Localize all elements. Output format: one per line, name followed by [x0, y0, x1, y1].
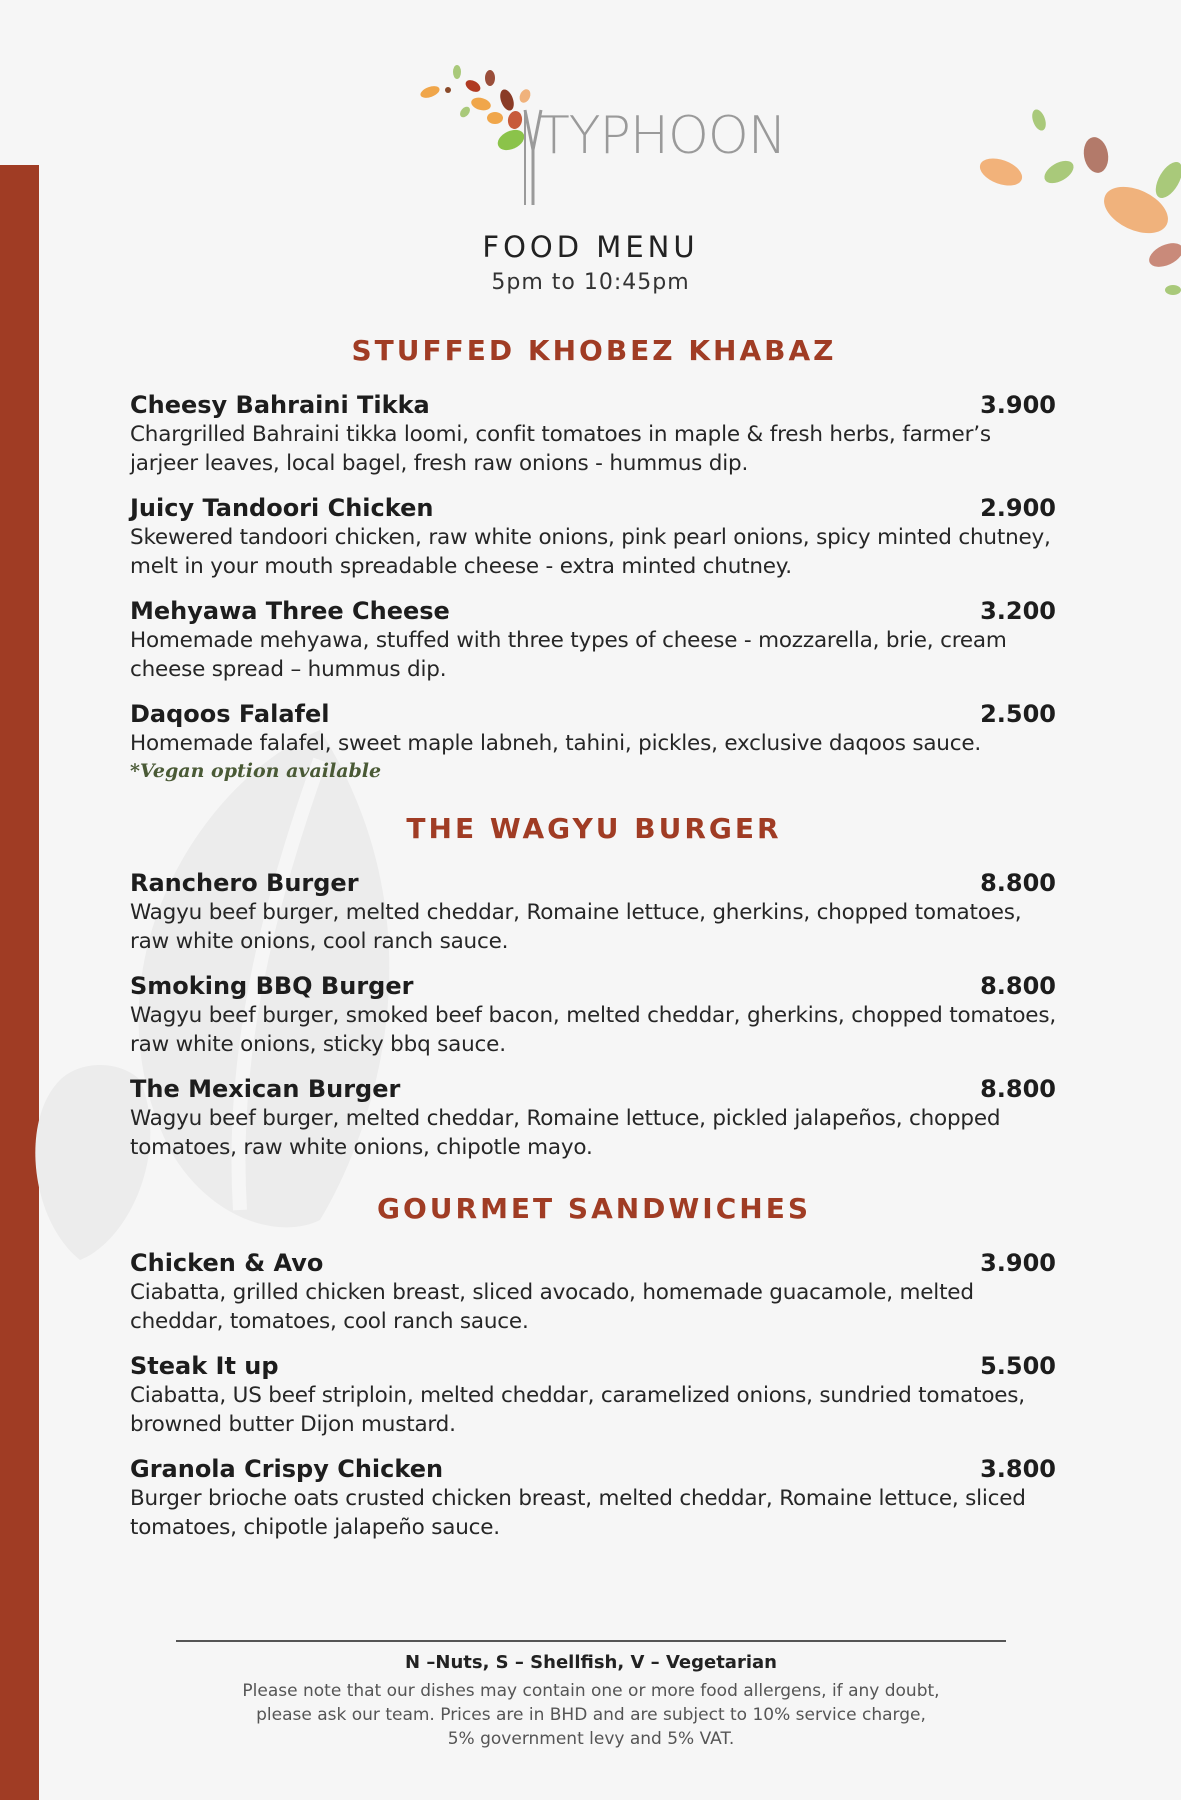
item-description: Skewered tandoori chicken, raw white onions, pink pearl onions, spicy minted chutney, melt in your mouth spreadable cheese - extra minted chutney. [130, 525, 1051, 579]
item-price: 8.800 [980, 869, 1056, 897]
menu-item [130, 1454, 1058, 1542]
section-stuffed-khobez [130, 332, 1058, 782]
item-description: Wagyu beef burger, smoked beef bacon, melted cheddar, gherkins, chopped tomatoes, raw white onions, sticky bbq sauce. [130, 1003, 1056, 1057]
item-name: Steak It up [130, 1352, 279, 1380]
menu-item [130, 596, 1058, 684]
service-hours: 5pm to 10:45pm [491, 270, 690, 295]
item-price: 3.200 [980, 597, 1056, 625]
item-description: Ciabatta, US beef striploin, melted cheddar, caramelized onions, sundried tomatoes, browned butter Dijon mustard. [130, 1383, 1025, 1437]
item-name: Juicy Tandoori Chicken [130, 494, 434, 522]
page-title: FOOD MENU [482, 230, 699, 264]
item-price: 8.800 [980, 972, 1056, 1000]
menu-item [130, 1074, 1058, 1162]
item-name: The Mexican Burger [130, 1075, 401, 1103]
item-price: 2.900 [980, 494, 1056, 522]
menu-header [0, 230, 1181, 295]
logo-wordmark: TYPHOON [538, 106, 786, 166]
section-title: THE WAGYU BURGER [406, 812, 782, 845]
item-name: Daqoos Falafel [130, 700, 330, 728]
item-description: Chargrilled Bahraini tikka loomi, confit tomatoes in maple & fresh herbs, farmer’s jarjeer leaves, local bagel, fresh raw onions - hummus dip. [130, 422, 991, 476]
section-gourmet-sandwiches [130, 1190, 1058, 1542]
item-description: Burger brioche oats crusted chicken breast, melted cheddar, Romaine lettuce, sliced tomatoes, chipotle jalapeño sauce. [130, 1486, 1026, 1540]
menu-item [130, 971, 1058, 1059]
menu-content [130, 332, 1058, 1570]
allergen-disclaimer [176, 1679, 1006, 1751]
item-description: Wagyu beef burger, melted cheddar, Romaine lettuce, gherkins, chopped tomatoes, raw white onions, cool ranch sauce. [130, 900, 1022, 954]
item-description: Homemade mehyawa, stuffed with three types of cheese - mozzarella, brie, cream cheese spread – hummus dip. [130, 628, 1007, 682]
menu-item [130, 868, 1058, 956]
item-description: Wagyu beef burger, melted cheddar, Romaine lettuce, pickled jalapeños, chopped tomatoes, raw white onions, chipotle mayo. [130, 1106, 1001, 1160]
section-title: GOURMET SANDWICHES [376, 1192, 811, 1225]
item-name: Chicken & Avo [130, 1249, 324, 1277]
item-name: Cheesy Bahraini Tikka [130, 391, 430, 419]
menu-item [130, 390, 1058, 478]
item-price: 3.800 [980, 1455, 1056, 1483]
item-name: Smoking BBQ Burger [130, 972, 414, 1000]
section-title: STUFFED KHOBEZ KHABAZ [351, 334, 837, 367]
allergen-legend: N –Nuts, S – Shellfish, V – Vegetarian [405, 1652, 777, 1673]
item-description: Ciabatta, grilled chicken breast, sliced avocado, homemade guacamole, melted cheddar, tomatoes, cool ranch sauce. [130, 1280, 974, 1334]
disclaimer-line: 5% government levy and 5% VAT. [447, 1729, 735, 1749]
item-price: 8.800 [980, 1075, 1056, 1103]
item-name: Ranchero Burger [130, 869, 359, 897]
vegan-note: *Vegan option available [130, 760, 382, 782]
item-name: Mehyawa Three Cheese [130, 597, 450, 625]
item-price: 5.500 [980, 1352, 1056, 1380]
item-price: 3.900 [980, 391, 1056, 419]
disclaimer-line: please ask our team. Prices are in BHD and are subject to 10% service charge, [256, 1705, 926, 1725]
item-name: Granola Crispy Chicken [130, 1455, 444, 1483]
section-wagyu-burger [130, 810, 1058, 1162]
menu-item [130, 1248, 1058, 1336]
item-price: 2.500 [980, 700, 1056, 728]
footer-divider [176, 1640, 1006, 1642]
menu-item [130, 493, 1058, 581]
item-description: Homemade falafel, sweet maple labneh, tahini, pickles, exclusive daqoos sauce. [130, 731, 982, 756]
footer [176, 1652, 1006, 1751]
menu-item [130, 699, 1058, 782]
menu-item [130, 1351, 1058, 1439]
disclaimer-line: Please note that our dishes may contain one or more food allergens, if any doubt, [242, 1681, 940, 1701]
item-price: 3.900 [980, 1249, 1056, 1277]
